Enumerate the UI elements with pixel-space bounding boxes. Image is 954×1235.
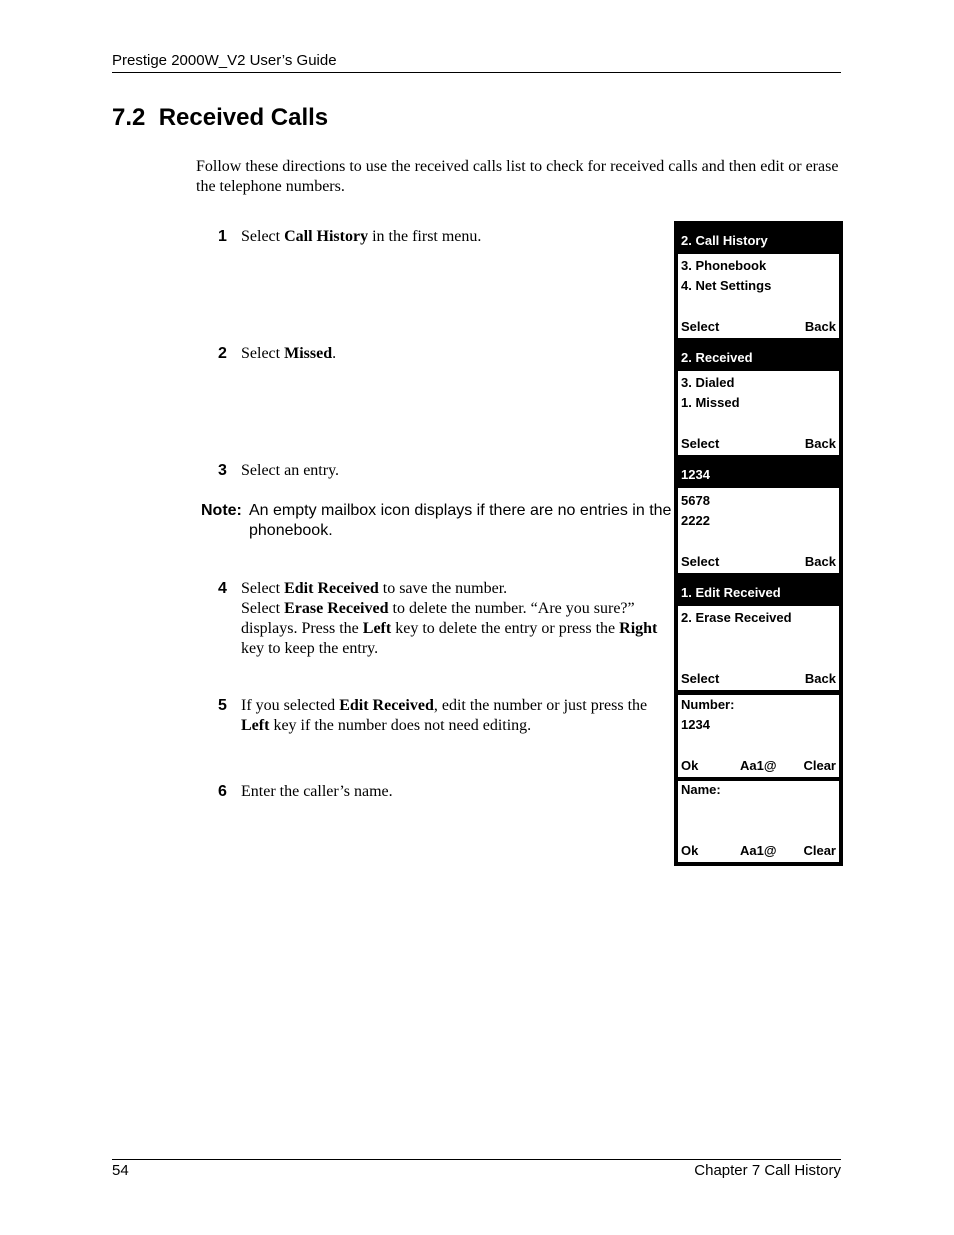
softkey-right: Clear xyxy=(803,843,836,858)
softkey-left: Select xyxy=(681,554,720,569)
menu-term: Call History xyxy=(284,228,369,245)
section-title: 7.2 Received Calls xyxy=(112,104,329,131)
menu-item: 3. Dialed xyxy=(681,375,735,390)
step-text: in the first menu. xyxy=(368,228,482,245)
step-3 xyxy=(218,461,678,483)
softkey-right: Clear xyxy=(803,758,836,773)
softkey-left: Ok xyxy=(681,758,699,773)
step-1 xyxy=(218,227,678,249)
step-number: 1 xyxy=(218,228,227,245)
step-4 xyxy=(218,579,678,663)
step-text: to delete the number. “Are you sure?” displays. Press the xyxy=(241,600,635,637)
intro-paragraph: Follow these directions to use the received calls list to check for received calls and then edit or erase the telephone numbers. xyxy=(196,158,839,195)
field-label: Number: xyxy=(681,697,735,712)
note-text: An empty mailbox icon displays if there are no entries in the phonebook. xyxy=(249,502,672,539)
phone-screens-figure xyxy=(674,221,843,866)
page-number: 54 xyxy=(112,1162,129,1179)
softkey-middle: Aa1@ xyxy=(740,758,777,773)
step-text: to save the number. xyxy=(378,580,508,597)
step-text: Enter the caller’s name. xyxy=(241,783,393,800)
softkey-middle: Aa1@ xyxy=(740,843,777,858)
menu-term: Edit Received xyxy=(284,580,379,597)
list-item: 5678 xyxy=(681,493,710,508)
step-text: key if the number does not need editing. xyxy=(269,717,532,734)
softkey-right: Back xyxy=(804,671,836,686)
menu-item: 4. Net Settings xyxy=(681,278,772,293)
step-2 xyxy=(218,344,678,366)
step-number: 3 xyxy=(218,462,227,479)
softkey-left: Select xyxy=(681,671,720,686)
step-text: key to keep the entry. xyxy=(241,640,379,657)
key-term: Left xyxy=(362,620,392,637)
softkey-left: Select xyxy=(681,319,720,334)
step-number: 2 xyxy=(218,345,227,362)
step-number: 4 xyxy=(218,580,227,597)
key-term: Left xyxy=(241,717,270,734)
menu-item: 3. Phonebook xyxy=(681,258,767,273)
menu-item: 2. Erase Received xyxy=(681,610,792,625)
step-text: . xyxy=(332,345,337,362)
note-label: Note: xyxy=(201,502,242,519)
screen-number xyxy=(678,695,839,777)
highlighted-item: 2. Received xyxy=(678,345,839,371)
header-rule xyxy=(112,72,841,73)
softkey-right: Back xyxy=(804,554,836,569)
step-number: 5 xyxy=(218,697,227,714)
softkey-right: Back xyxy=(804,319,836,334)
list-item: 2222 xyxy=(681,513,710,528)
menu-item: 1. Missed xyxy=(681,395,740,410)
step-text: Select xyxy=(241,345,285,362)
field-label: Name: xyxy=(681,782,721,797)
softkey-right: Back xyxy=(804,436,836,451)
highlighted-item: 2. Call History xyxy=(678,228,839,254)
running-header: Prestige 2000W_V2 User’s Guide xyxy=(112,52,337,69)
step-number: 6 xyxy=(218,783,227,800)
softkey-left: Ok xyxy=(681,843,699,858)
note xyxy=(201,501,672,539)
step-6 xyxy=(218,782,678,804)
step-text: Select xyxy=(241,600,285,617)
field-value: 1234 xyxy=(681,717,710,732)
step-5 xyxy=(218,696,678,740)
step-text: Select xyxy=(241,580,285,597)
step-text: Select an entry. xyxy=(241,462,340,479)
menu-term: Edit Received xyxy=(339,697,434,714)
screen-edit-erase xyxy=(678,580,839,690)
step-text: Select xyxy=(241,228,285,245)
footer-rule xyxy=(112,1159,841,1160)
highlighted-item: 1234 xyxy=(678,462,839,488)
softkey-left: Select xyxy=(681,436,720,451)
step-text: If you selected xyxy=(241,697,340,714)
chapter-label: Chapter 7 Call History xyxy=(694,1162,841,1179)
menu-term: Missed xyxy=(284,345,333,362)
highlighted-item: 1. Edit Received xyxy=(678,580,839,606)
screen-received xyxy=(678,345,839,455)
screen-call-history xyxy=(678,228,839,338)
screen-name xyxy=(678,781,839,862)
key-term: Right xyxy=(619,620,658,637)
menu-term: Erase Received xyxy=(284,600,389,617)
screen-entries xyxy=(678,462,839,573)
step-text: , edit the number or just press the xyxy=(433,697,648,714)
step-text: key to delete the entry or press the xyxy=(391,620,620,637)
